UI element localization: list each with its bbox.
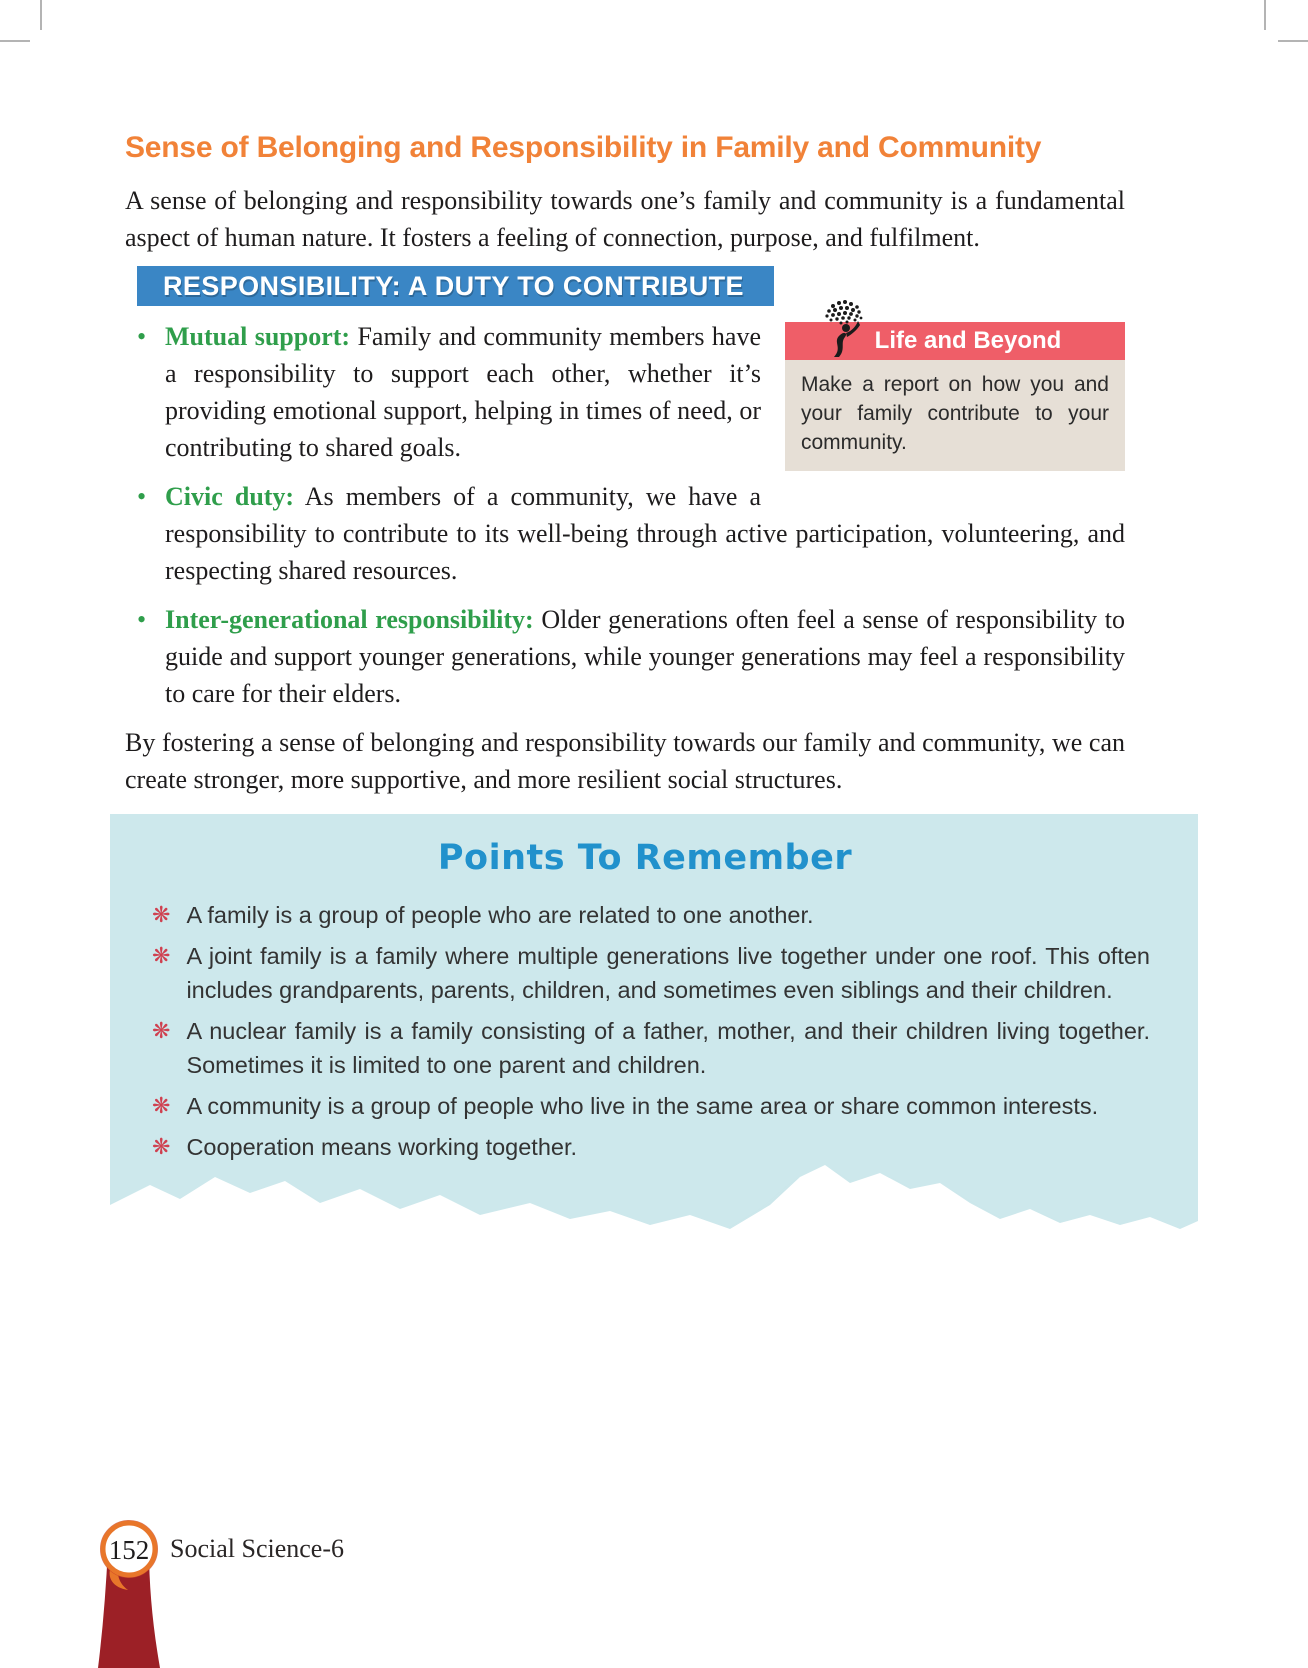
list-item [125,478,1125,589]
bullet-dot-icon: • [137,322,147,351]
bullet-lead-label: Civic duty: [165,482,295,511]
page-number: 152 [108,1535,150,1565]
life-and-beyond-title: Life and Beyond [874,327,1062,354]
list-item [125,318,1125,466]
point-item-text: A family is a group of people who are related to one another. [186,902,814,928]
crop-mark [1264,0,1266,30]
intro-paragraph: A sense of belonging and responsibility towards one’s family and community is a fundamental aspect of human nature. It fosters a feeling of connection, purpose, and fulfilment. [125,186,1125,252]
points-list [140,898,1150,1164]
life-and-beyond-text: Make a report on how you and your family contribute to your community. [785,360,1125,471]
flower-bullet-icon: ❋ [152,1018,171,1043]
list-item [152,939,1150,1007]
torn-paper-edge [110,1159,1198,1289]
bullet-text: As members of a community, we have a responsibility to contribute to its well-being through active participation, volunteering, and respecting shared resources. [165,482,1125,585]
flower-bullet-icon: ❋ [152,1134,171,1159]
duty-bullet-list [125,318,1125,712]
bullet-text: Family and community members have a responsibility to support each other, whether it’s providing emotional support, helping in times of need, or contributing to shared goals. [165,322,762,462]
page-content [125,130,1150,1241]
points-to-remember-box [110,814,1198,1241]
point-item-text: A joint family is a family where multiple generations live together under one roof. This often includes grandparents, parents, children, and sometimes even siblings and their children. [186,943,1150,1003]
subsection-banner: RESPONSIBILITY: A DUTY TO CONTRIBUTE [137,266,774,306]
bullet-lead-label: Mutual support: [165,322,351,351]
list-item [152,1089,1150,1123]
flower-bullet-icon: ❋ [152,943,171,968]
bullet-dot-icon: • [137,482,147,511]
bullet-lead-label: Inter-generational responsibility: [165,605,534,634]
bullet-text: Older generations often feel a sense of responsibility to guide and support younger generations, while younger generations may feel a responsibility to care for their elders. [165,605,1126,708]
list-item [152,898,1150,932]
list-item [152,1130,1150,1164]
list-item [125,601,1125,712]
bullet-dot-icon: • [137,605,147,634]
point-item-text: Cooperation means working together. [186,1134,578,1160]
closing-paragraph: By fostering a sense of belonging and responsibility towards our family and community, we can create stronger, more supportive, and more resilient social structures. [125,728,1125,794]
points-title: Points To Remember [437,838,853,878]
section-heading: Sense of Belonging and Responsibility in Family and Community [125,131,1042,164]
point-item-text: A nuclear family is a family consisting of a father, mother, and their children living together. Sometimes it is limited to one parent and children. [186,1018,1150,1078]
crop-mark [1278,40,1308,42]
flower-bullet-icon: ❋ [152,1093,171,1118]
point-item-text: A community is a group of people who live in the same area or share common interests. [186,1093,1099,1119]
crop-mark [0,40,30,42]
flower-bullet-icon: ❋ [152,902,171,927]
crop-mark [40,0,42,30]
list-item [152,1014,1150,1082]
book-title: Social Science-6 [170,1534,344,1563]
